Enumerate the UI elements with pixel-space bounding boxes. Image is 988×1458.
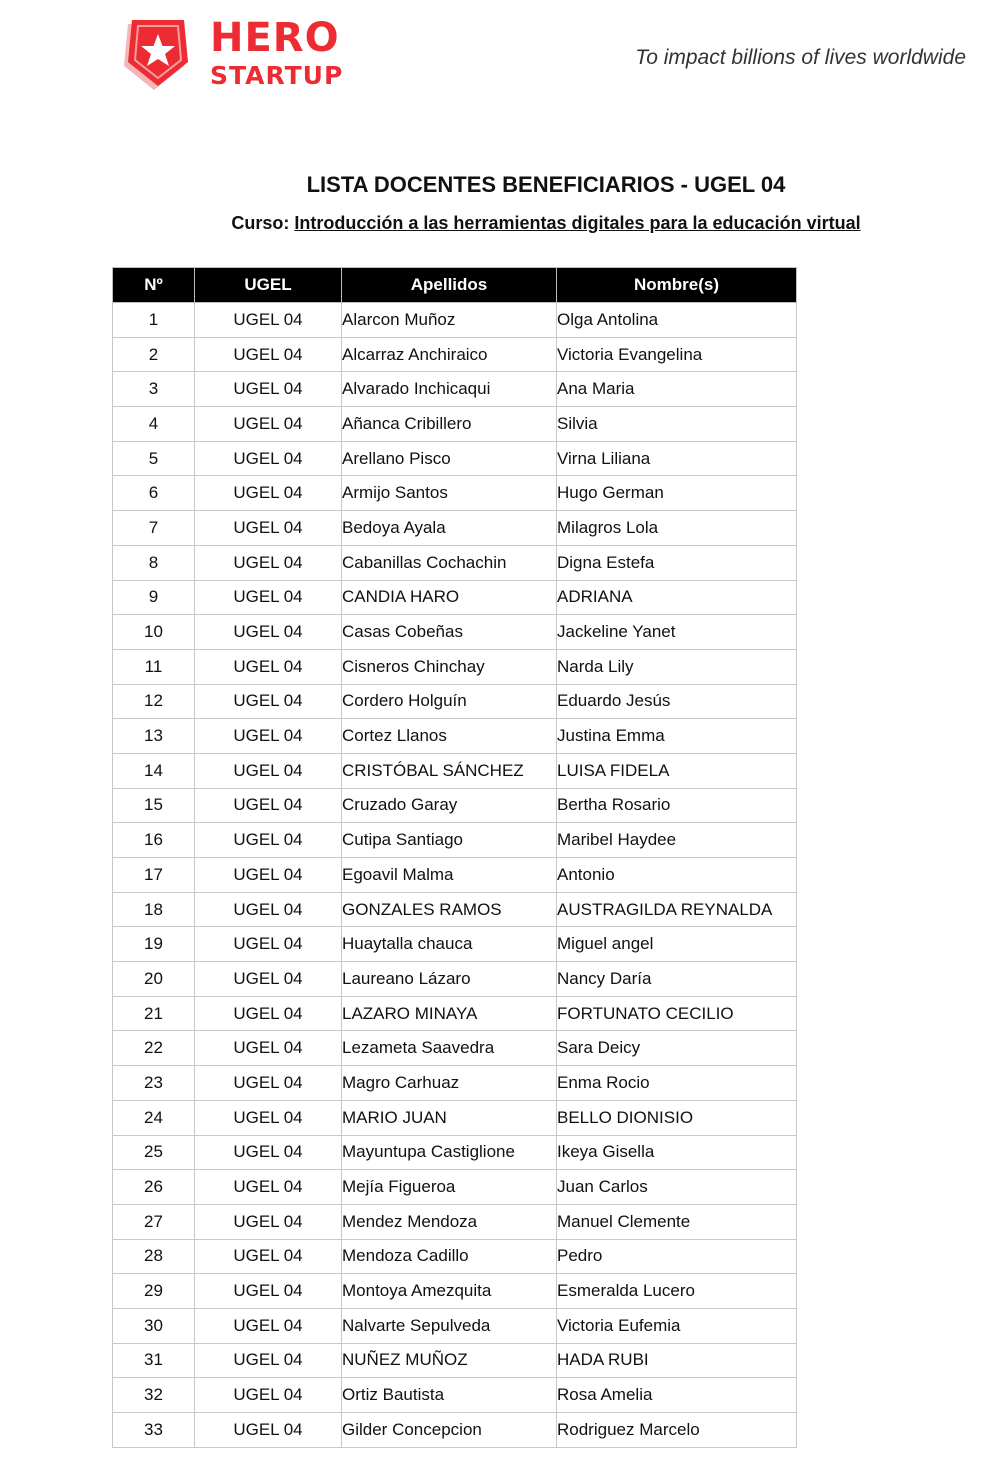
row-names: Ikeya Gisella <box>557 1135 797 1170</box>
row-names: Narda Lily <box>557 649 797 684</box>
row-surnames: Mendez Mendoza <box>342 1204 557 1239</box>
row-names: Rodriguez Marcelo <box>557 1413 797 1448</box>
row-surnames: Arellano Pisco <box>342 441 557 476</box>
table-row <box>113 441 797 476</box>
row-surnames: Mejía Figueroa <box>342 1170 557 1205</box>
table-row <box>113 788 797 823</box>
row-names: Sara Deicy <box>557 1031 797 1066</box>
row-ugel: UGEL 04 <box>195 1378 342 1413</box>
table-body <box>113 303 797 1448</box>
row-number: 15 <box>113 788 195 823</box>
row-names: LUISA FIDELA <box>557 753 797 788</box>
row-ugel: UGEL 04 <box>195 719 342 754</box>
table-row <box>113 823 797 858</box>
row-names: ADRIANA <box>557 580 797 615</box>
row-ugel: UGEL 04 <box>195 649 342 684</box>
row-number: 22 <box>113 1031 195 1066</box>
row-ugel: UGEL 04 <box>195 1239 342 1274</box>
row-ugel: UGEL 04 <box>195 892 342 927</box>
row-ugel: UGEL 04 <box>195 1413 342 1448</box>
row-ugel: UGEL 04 <box>195 303 342 338</box>
row-names: Rosa Amelia <box>557 1378 797 1413</box>
table-row <box>113 858 797 893</box>
row-names: Bertha Rosario <box>557 788 797 823</box>
column-header-number: Nº <box>113 268 195 303</box>
row-names: Manuel Clemente <box>557 1204 797 1239</box>
row-number: 19 <box>113 927 195 962</box>
table-row <box>113 476 797 511</box>
table-row <box>113 753 797 788</box>
beneficiaries-table <box>112 267 797 1448</box>
column-header-names: Nombre(s) <box>557 268 797 303</box>
row-number: 25 <box>113 1135 195 1170</box>
row-number: 21 <box>113 996 195 1031</box>
row-ugel: UGEL 04 <box>195 407 342 442</box>
row-ugel: UGEL 04 <box>195 1170 342 1205</box>
table-row <box>113 1413 797 1448</box>
row-number: 13 <box>113 719 195 754</box>
table-row <box>113 580 797 615</box>
row-names: BELLO DIONISIO <box>557 1100 797 1135</box>
row-ugel: UGEL 04 <box>195 996 342 1031</box>
column-header-ugel: UGEL <box>195 268 342 303</box>
row-names: Antonio <box>557 858 797 893</box>
row-names: Nancy Daría <box>557 962 797 997</box>
table-row <box>113 962 797 997</box>
course-line <box>100 213 988 234</box>
row-surnames: Mendoza Cadillo <box>342 1239 557 1274</box>
row-number: 20 <box>113 962 195 997</box>
row-surnames: Cisneros Chinchay <box>342 649 557 684</box>
row-surnames: Nalvarte Sepulveda <box>342 1308 557 1343</box>
row-number: 6 <box>113 476 195 511</box>
row-names: Victoria Eufemia <box>557 1308 797 1343</box>
row-number: 14 <box>113 753 195 788</box>
row-number: 5 <box>113 441 195 476</box>
row-number: 33 <box>113 1413 195 1448</box>
row-surnames: Añanca Cribillero <box>342 407 557 442</box>
row-ugel: UGEL 04 <box>195 511 342 546</box>
row-number: 16 <box>113 823 195 858</box>
row-names: HADA RUBI <box>557 1343 797 1378</box>
row-ugel: UGEL 04 <box>195 476 342 511</box>
row-surnames: LAZARO MINAYA <box>342 996 557 1031</box>
row-names: FORTUNATO CECILIO <box>557 996 797 1031</box>
row-number: 17 <box>113 858 195 893</box>
row-surnames: Armijo Santos <box>342 476 557 511</box>
row-number: 26 <box>113 1170 195 1205</box>
row-ugel: UGEL 04 <box>195 1308 342 1343</box>
row-names: Digna Estefa <box>557 545 797 580</box>
row-names: Olga Antolina <box>557 303 797 338</box>
table-row <box>113 1239 797 1274</box>
row-ugel: UGEL 04 <box>195 441 342 476</box>
row-surnames: Alvarado Inchicaqui <box>342 372 557 407</box>
row-number: 32 <box>113 1378 195 1413</box>
row-number: 12 <box>113 684 195 719</box>
row-number: 23 <box>113 1066 195 1101</box>
row-number: 24 <box>113 1100 195 1135</box>
row-names: Juan Carlos <box>557 1170 797 1205</box>
row-ugel: UGEL 04 <box>195 753 342 788</box>
row-surnames: NUÑEZ MUÑOZ <box>342 1343 557 1378</box>
row-surnames: Cabanillas Cochachin <box>342 545 557 580</box>
row-surnames: CRISTÓBAL SÁNCHEZ <box>342 753 557 788</box>
table-row <box>113 1274 797 1309</box>
row-names: Enma Rocio <box>557 1066 797 1101</box>
row-surnames: Magro Carhuaz <box>342 1066 557 1101</box>
row-ugel: UGEL 04 <box>195 1135 342 1170</box>
document-title: LISTA DOCENTES BENEFICIARIOS - UGEL 04 <box>306 172 786 197</box>
row-surnames: Casas Cobeñas <box>342 615 557 650</box>
row-names: Virna Liliana <box>557 441 797 476</box>
row-number: 4 <box>113 407 195 442</box>
table-row <box>113 337 797 372</box>
row-ugel: UGEL 04 <box>195 1031 342 1066</box>
row-surnames: Cruzado Garay <box>342 788 557 823</box>
row-names: Victoria Evangelina <box>557 337 797 372</box>
row-names: AUSTRAGILDA REYNALDA <box>557 892 797 927</box>
row-ugel: UGEL 04 <box>195 1274 342 1309</box>
brand-name-line2: STARTUP <box>210 61 344 90</box>
row-ugel: UGEL 04 <box>195 788 342 823</box>
row-names: Ana Maria <box>557 372 797 407</box>
row-names: Maribel Haydee <box>557 823 797 858</box>
table-row <box>113 927 797 962</box>
row-surnames: Cordero Holguín <box>342 684 557 719</box>
row-number: 10 <box>113 615 195 650</box>
row-number: 3 <box>113 372 195 407</box>
table-row <box>113 892 797 927</box>
row-number: 30 <box>113 1308 195 1343</box>
course-name: Introducción a las herramientas digitales para la educación virtual <box>294 213 861 233</box>
row-number: 18 <box>113 892 195 927</box>
row-ugel: UGEL 04 <box>195 927 342 962</box>
row-ugel: UGEL 04 <box>195 372 342 407</box>
table-row <box>113 1135 797 1170</box>
row-names: Eduardo Jesús <box>557 684 797 719</box>
row-names: Justina Emma <box>557 719 797 754</box>
row-surnames: Laureano Lázaro <box>342 962 557 997</box>
row-surnames: Huaytalla chauca <box>342 927 557 962</box>
table-row <box>113 684 797 719</box>
table-row <box>113 1031 797 1066</box>
row-surnames: Cortez Llanos <box>342 719 557 754</box>
row-surnames: Egoavil Malma <box>342 858 557 893</box>
row-names: Hugo German <box>557 476 797 511</box>
row-names: Milagros Lola <box>557 511 797 546</box>
row-number: 28 <box>113 1239 195 1274</box>
row-surnames: Bedoya Ayala <box>342 511 557 546</box>
table-row <box>113 996 797 1031</box>
table-row <box>113 1204 797 1239</box>
row-surnames: Cutipa Santiago <box>342 823 557 858</box>
table-row <box>113 649 797 684</box>
table-row <box>113 1100 797 1135</box>
row-ugel: UGEL 04 <box>195 1100 342 1135</box>
row-surnames: CANDIA HARO <box>342 580 557 615</box>
table-row <box>113 615 797 650</box>
row-names: Miguel angel <box>557 927 797 962</box>
row-number: 29 <box>113 1274 195 1309</box>
row-number: 8 <box>113 545 195 580</box>
row-surnames: Gilder Concepcion <box>342 1413 557 1448</box>
table-row <box>113 511 797 546</box>
row-surnames: GONZALES RAMOS <box>342 892 557 927</box>
row-surnames: Ortiz Bautista <box>342 1378 557 1413</box>
star-shield-icon <box>122 16 190 92</box>
row-number: 7 <box>113 511 195 546</box>
table-row <box>113 1170 797 1205</box>
course-label: Curso: <box>231 213 290 233</box>
row-ugel: UGEL 04 <box>195 1204 342 1239</box>
table-row <box>113 1308 797 1343</box>
row-surnames: Lezameta Saavedra <box>342 1031 557 1066</box>
row-surnames: Mayuntupa Castiglione <box>342 1135 557 1170</box>
row-number: 1 <box>113 303 195 338</box>
table-row <box>113 545 797 580</box>
table-row <box>113 407 797 442</box>
row-number: 2 <box>113 337 195 372</box>
table-row <box>113 303 797 338</box>
table-row <box>113 1343 797 1378</box>
table-row <box>113 372 797 407</box>
tagline: To impact billions of lives worldwide <box>635 46 966 69</box>
row-ugel: UGEL 04 <box>195 337 342 372</box>
row-ugel: UGEL 04 <box>195 962 342 997</box>
row-surnames: Alarcon Muñoz <box>342 303 557 338</box>
row-names: Esmeralda Lucero <box>557 1274 797 1309</box>
row-number: 31 <box>113 1343 195 1378</box>
row-number: 11 <box>113 649 195 684</box>
row-number: 27 <box>113 1204 195 1239</box>
hero-startup-logo <box>122 14 362 96</box>
table-header-row <box>113 268 797 303</box>
row-ugel: UGEL 04 <box>195 1343 342 1378</box>
table-row <box>113 1378 797 1413</box>
row-ugel: UGEL 04 <box>195 615 342 650</box>
row-ugel: UGEL 04 <box>195 580 342 615</box>
row-ugel: UGEL 04 <box>195 545 342 580</box>
row-ugel: UGEL 04 <box>195 684 342 719</box>
brand-name-line1: HERO <box>210 15 340 61</box>
row-surnames: Montoya Amezquita <box>342 1274 557 1309</box>
row-surnames: MARIO JUAN <box>342 1100 557 1135</box>
row-surnames: Alcarraz Anchiraico <box>342 337 557 372</box>
row-names: Silvia <box>557 407 797 442</box>
row-names: Pedro <box>557 1239 797 1274</box>
row-names: Jackeline Yanet <box>557 615 797 650</box>
row-ugel: UGEL 04 <box>195 823 342 858</box>
row-ugel: UGEL 04 <box>195 1066 342 1101</box>
table-row <box>113 719 797 754</box>
column-header-surnames: Apellidos <box>342 268 557 303</box>
row-ugel: UGEL 04 <box>195 858 342 893</box>
row-number: 9 <box>113 580 195 615</box>
table-row <box>113 1066 797 1101</box>
